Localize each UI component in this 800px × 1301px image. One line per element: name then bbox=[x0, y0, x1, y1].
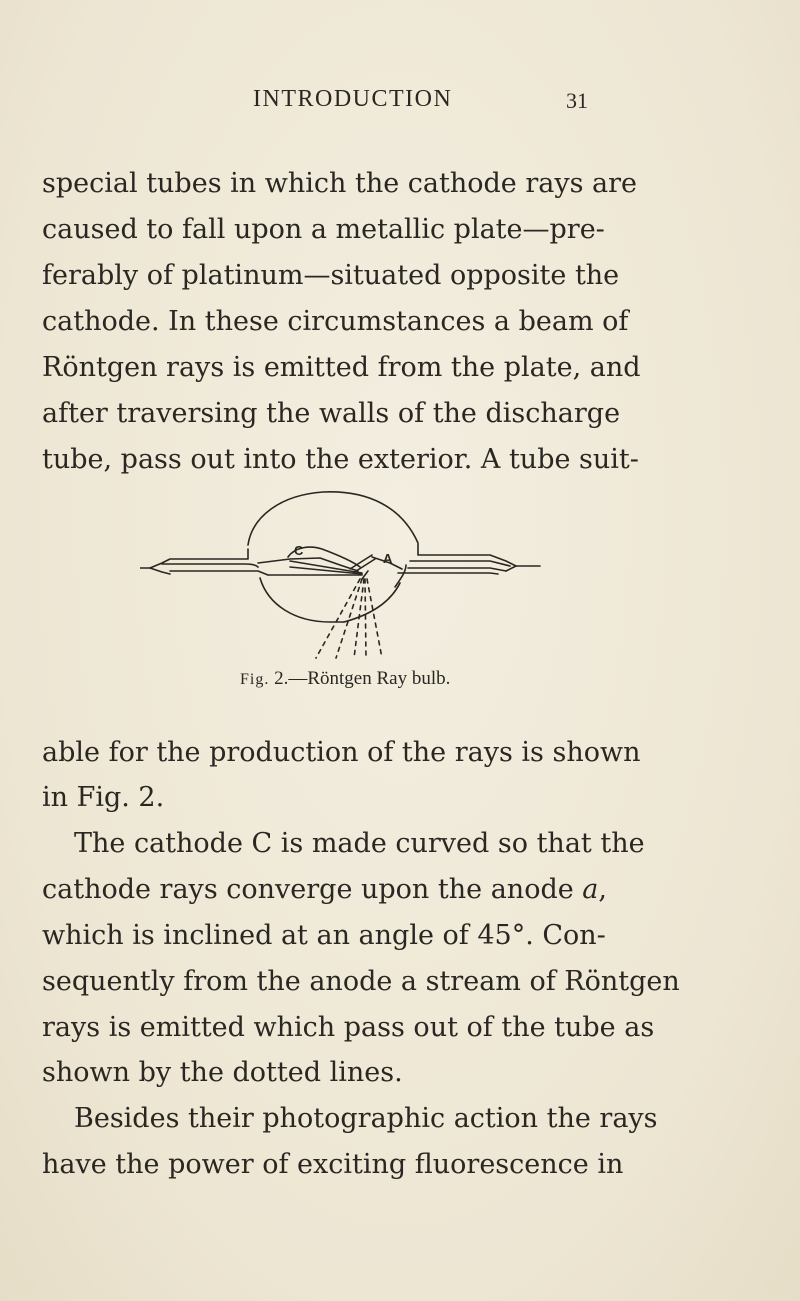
left-tube-outline-2 bbox=[170, 571, 268, 575]
text-line-with-symbol bbox=[42, 871, 642, 909]
text-line: sequently from the anode a stream of Röntgen bbox=[42, 966, 680, 997]
bulb-lower-right-curve bbox=[344, 583, 400, 622]
text-line: shown by the dotted lines. bbox=[42, 1057, 403, 1088]
anode-trailing-punct: , bbox=[598, 874, 607, 905]
bulb-lower-body bbox=[260, 578, 344, 622]
anode-label: A bbox=[383, 551, 393, 566]
page-header bbox=[0, 86, 800, 126]
right-tube bbox=[418, 544, 516, 571]
text-line: cathode. In these circumstances a beam of bbox=[42, 306, 629, 337]
text-line: after traversing the walls of the discharge bbox=[42, 398, 621, 429]
left-tube-outline-3 bbox=[150, 568, 170, 574]
anode-head bbox=[362, 571, 368, 579]
figure-caption-prefix: Fig. bbox=[240, 671, 270, 688]
running-head: INTRODUCTION bbox=[253, 86, 453, 112]
page-number: 31 bbox=[566, 88, 588, 113]
rontgen-bulb-diagram bbox=[140, 475, 640, 660]
rontgen-bulb-figure bbox=[140, 475, 640, 660]
ray-2 bbox=[336, 579, 362, 658]
cathode-label: C bbox=[294, 543, 304, 558]
text-line-body: cathode rays converge upon the anode bbox=[42, 874, 583, 905]
text-line: Röntgen rays is emitted from the plate, and bbox=[42, 352, 641, 383]
figure-caption-text: 2.—Röntgen Ray bulb. bbox=[274, 668, 451, 689]
text-line: have the power of exciting fluorescence in bbox=[42, 1149, 624, 1180]
figure-caption bbox=[240, 668, 450, 690]
anode-symbol: a bbox=[582, 874, 599, 905]
bulb-upper-dome bbox=[248, 492, 418, 545]
text-line: ferably of platinum—situated opposite the bbox=[42, 260, 620, 291]
text-line: Besides their photographic action the rays bbox=[74, 1103, 658, 1134]
text-line: special tubes in which the cathode rays are bbox=[42, 168, 638, 199]
text-line: able for the production of the rays is shown bbox=[42, 737, 641, 768]
right-tube-outline-2 bbox=[408, 568, 506, 571]
left-tube bbox=[150, 549, 248, 568]
right-tube-outline-3 bbox=[398, 573, 498, 574]
text-line: tube, pass out into the exterior. A tube suit- bbox=[42, 444, 639, 475]
ray-4 bbox=[365, 579, 366, 658]
text-line: rays is emitted which pass out of the tube as bbox=[42, 1012, 655, 1043]
right-tube-outline-1 bbox=[410, 561, 510, 566]
text-line: The cathode C is made curved so that the bbox=[74, 828, 645, 859]
text-line: which is inclined at an angle of 45°. Con- bbox=[42, 920, 606, 951]
text-line: caused to fall upon a metallic plate—pre- bbox=[42, 214, 605, 245]
ray-5 bbox=[367, 579, 382, 658]
anode-plate-2 bbox=[353, 559, 375, 573]
left-tube-outline-1 bbox=[162, 564, 258, 567]
text-line: in Fig. 2. bbox=[42, 782, 165, 813]
